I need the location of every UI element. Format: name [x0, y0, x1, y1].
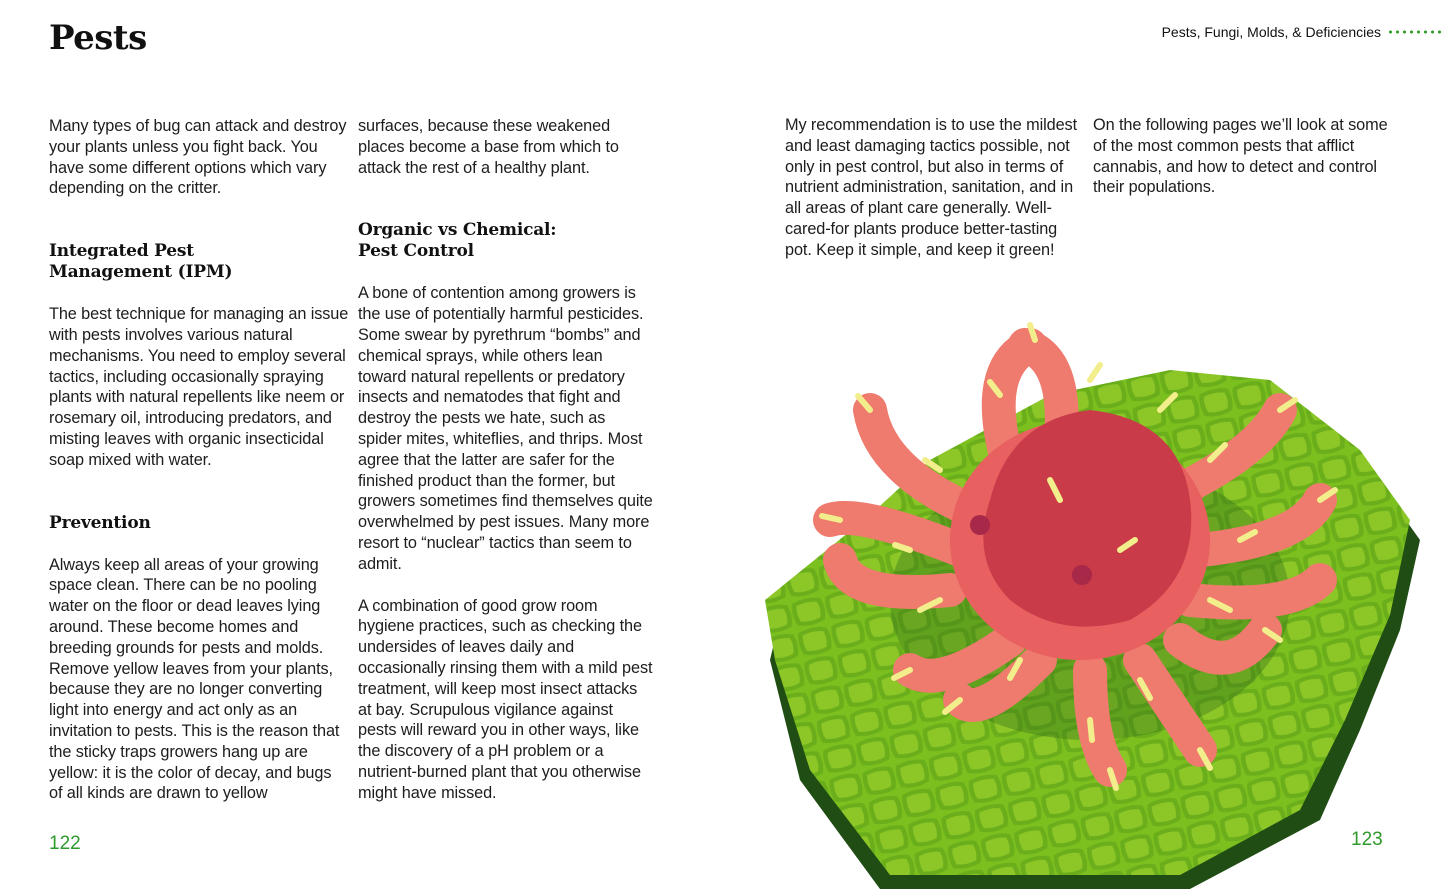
left-column-1 [49, 116, 349, 804]
organic-heading-line2: Pest Control [358, 241, 474, 262]
intro-paragraph: Many types of bug can attack and destroy your plants unless you fight back. You have some different options which vary depending on the critter. [49, 117, 347, 198]
right-column-2 [1093, 115, 1393, 198]
prevention-paragraph: Always keep all areas of your growing space clean. There can be no pooling water on the floor or dead leaves lying around. These become homes and breeding grounds for pests and molds. Remove yellow leaves from your plants, because they are no longer converting light into energy and act only as an invitation to pests. This is the reason that the sticky traps growers hang up are yellow: it is the color of decay, and bugs of all kinds are drawn to yellow [49, 555, 340, 803]
organic-heading-line1: Organic vs Chemical: [358, 220, 557, 241]
ipm-paragraph: The best technique for managing an issue with pests involves various natural mechanisms. You need to employ several tactics, including occasionally spraying plants with natural repellents like neem or rosemary oil, introducing predators, and misting leaves with organic insecticidal soap mixed with water. [49, 305, 349, 469]
page-number-right: 123 [1351, 829, 1383, 850]
organic-paragraph: A bone of contention among growers is the use of potentially harmful pesticides. Some swear by pyrethrum “bombs” and chemical sprays, while others lean toward natural repellents or predatory insects and nematodes that fight and destroy the pests we hate, such as spider mites, whiteflies, and thrips. Most agree that the latter are safer for the finished product than the former, but growers sometimes find themselves quite overwhelmed by pest issues. Many more resort to “nuclear” tactics than seem to admit. [358, 284, 653, 573]
spider-mite-illustration [760, 300, 1445, 889]
recommendation-paragraph: My recommendation is to use the mildest and least damaging tactics possible, not only in pest control, but also in terms of nutrient administration, sanitation, and in all areas of plant care generally. Well-cared-for plants produce better-tasting pot. Keep it simple, and keep it green! [785, 116, 1078, 259]
page-title: Pests [49, 18, 147, 58]
following-paragraph: On the following pages we’ll look at some of the most common pests that afflict cannabis, and how to detect and control their populations. [1093, 116, 1388, 197]
running-head-text: Pests, Fungi, Molds, & Deficiencies [1161, 24, 1381, 40]
dotted-rule-icon [1387, 30, 1445, 34]
hygiene-paragraph: A combination of good grow room hygiene practices, such as checking the undersides of leaves daily and occasionally rinsing them with a mild pest treatment, will keep most insect attacks at bay. Scrupulous vigilance against pests will reward you in other ways, like the discovery of a pH problem or a nutrient-burned plant that you otherwise might have missed. [358, 596, 653, 802]
ipm-heading-line2: Management (IPM) [49, 262, 233, 283]
continued-paragraph: surfaces, because these weakened places become a base from which to attack the rest of a healthy plant. [358, 117, 619, 177]
prevention-heading: Prevention [49, 512, 151, 533]
right-column-1 [785, 115, 1085, 261]
page-number-left: 122 [49, 833, 81, 854]
running-head [1162, 24, 1445, 40]
organic-heading [358, 220, 653, 262]
left-column-2 [358, 116, 653, 804]
ipm-heading [49, 241, 349, 283]
ipm-heading-line1: Integrated Pest [49, 241, 194, 262]
